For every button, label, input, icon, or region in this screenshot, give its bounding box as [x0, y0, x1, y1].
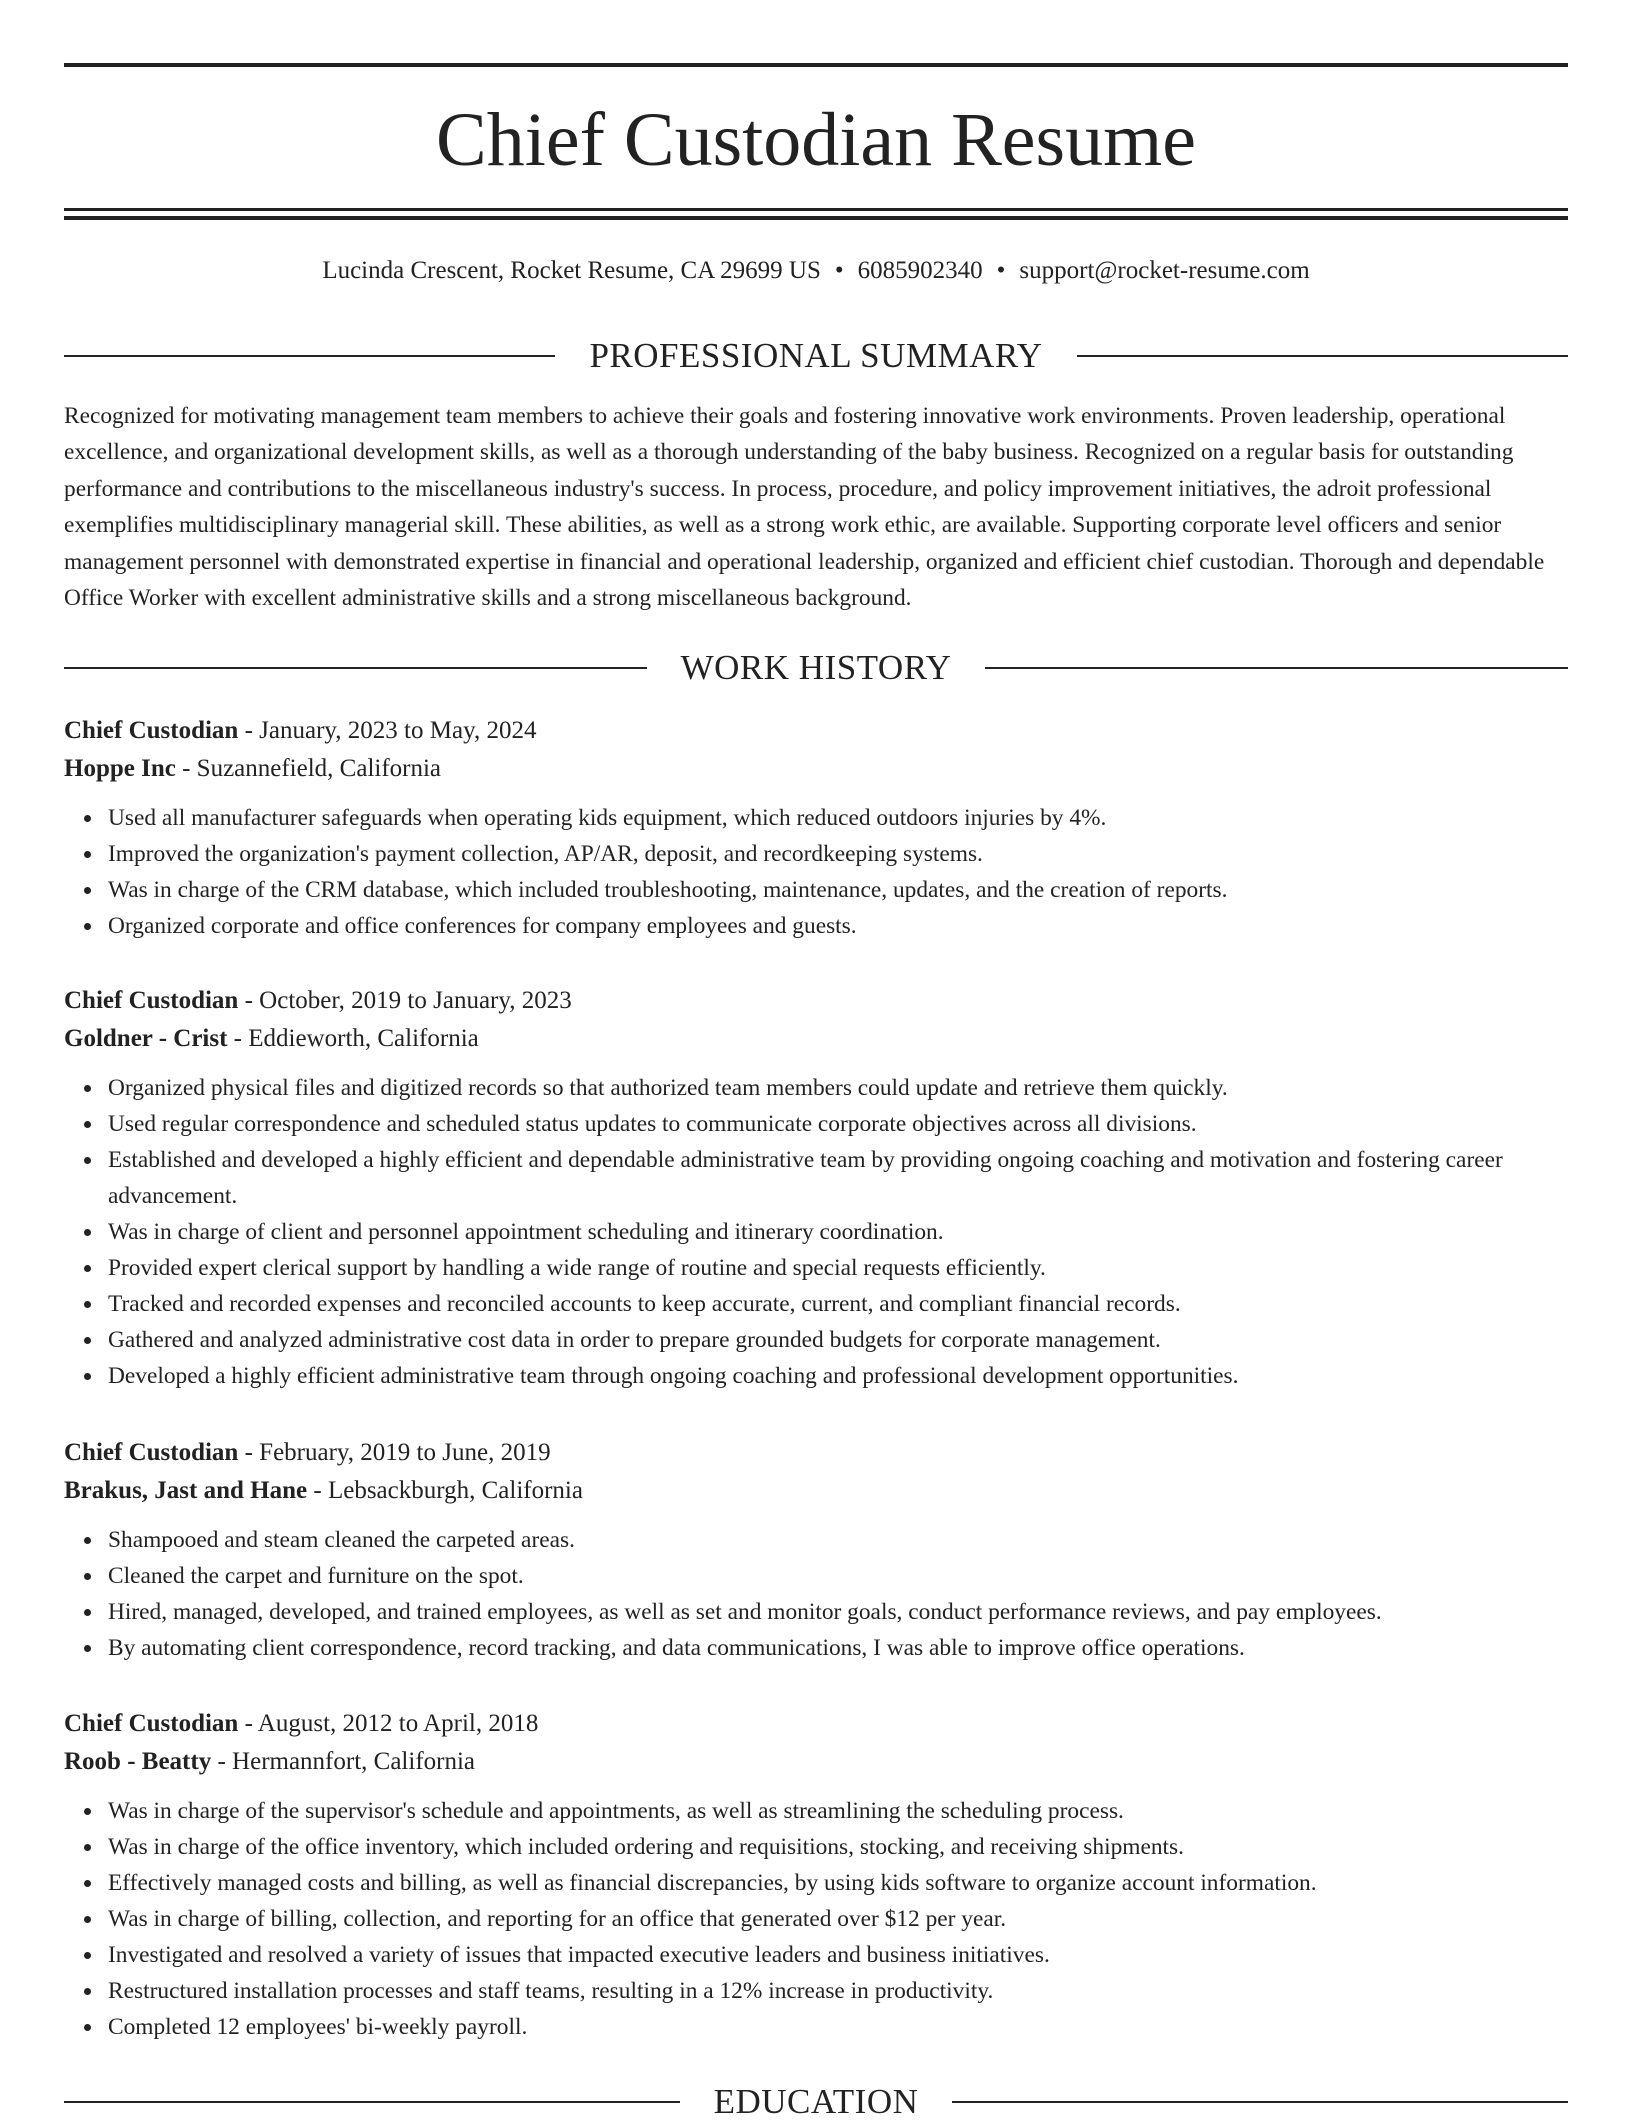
job-bullet: Developed a highly efficient administrative team through ongoing coaching and professional development opportunities. — [108, 1358, 1568, 1394]
job-bullet: Improved the organization's payment collection, AP/AR, deposit, and recordkeeping systems. — [108, 836, 1568, 872]
contact-phone[interactable]: 6085902340 — [857, 257, 983, 284]
job-bullet: Completed 12 employees' bi-weekly payroll. — [108, 2009, 1568, 2045]
contact-separator: • — [996, 257, 1006, 284]
job-title: Chief Custodian — [64, 987, 239, 1014]
job-bullet: By automating client correspondence, record tracking, and data communications, I was able to improve office operations. — [108, 1630, 1568, 1666]
job-company-line — [64, 1020, 1568, 1058]
job-bullet: Restructured installation processes and staff teams, resulting in a 12% increase in productivity. — [108, 1973, 1568, 2009]
job-company: Goldner - Crist — [64, 1025, 228, 1052]
education-heading-label: EDUCATION — [713, 2082, 919, 2121]
job-location: - Hermannfort, California — [211, 1748, 476, 1775]
job-bullet: Used regular correspondence and scheduled status updates to communicate corporate objectives across all divisions. — [108, 1106, 1568, 1142]
heading-rule-right — [985, 667, 1568, 669]
contact-line — [64, 252, 1568, 290]
job-bullets — [64, 1070, 1568, 1394]
job-company-line — [64, 750, 1568, 788]
job-title-line — [64, 712, 1568, 750]
job-company: Roob - Beatty — [64, 1748, 212, 1775]
job-bullets — [64, 800, 1568, 944]
job-entry — [64, 712, 1568, 944]
heading-rule-left — [64, 667, 647, 669]
contact-email[interactable]: support@rocket-resume.com — [1019, 257, 1310, 284]
job-location: - Eddieworth, California — [227, 1025, 479, 1052]
job-bullet: Was in charge of the office inventory, which included ordering and requisitions, stocking, and receiving shipments. — [108, 1829, 1568, 1865]
summary-heading — [64, 336, 1568, 376]
job-company: Brakus, Jast and Hane — [64, 1477, 308, 1504]
job-dates: - January, 2023 to May, 2024 — [238, 717, 537, 744]
job-dates: - February, 2019 to June, 2019 — [238, 1439, 551, 1466]
job-entry — [64, 1705, 1568, 2045]
heading-rule-right — [952, 2101, 1568, 2103]
heading-rule-left — [64, 2101, 680, 2103]
education-heading — [64, 2082, 1568, 2122]
contact-address: Lucinda Crescent, Rocket Resume, CA 29699 US — [322, 257, 821, 284]
top-rule — [64, 63, 1568, 67]
job-location: - Suzannefield, California — [175, 755, 442, 782]
job-company: Hoppe Inc — [64, 755, 176, 782]
work-history-heading — [64, 648, 1568, 688]
job-dates: - August, 2012 to April, 2018 — [238, 1710, 539, 1737]
job-bullet: Organized physical files and digitized records so that authorized team members could update and retrieve them quickly. — [108, 1070, 1568, 1106]
job-title-line — [64, 982, 1568, 1020]
job-bullet: Effectively managed costs and billing, as well as financial discrepancies, by using kids software to organize account information. — [108, 1865, 1568, 1901]
heading-rule-right — [1077, 355, 1568, 357]
job-bullet: Gathered and analyzed administrative cost data in order to prepare grounded budgets for corporate management. — [108, 1322, 1568, 1358]
job-entry — [64, 982, 1568, 1394]
job-bullets — [64, 1522, 1568, 1666]
summary-heading-label: PROFESSIONAL SUMMARY — [589, 336, 1043, 375]
job-bullets — [64, 1793, 1568, 2045]
job-bullet: Tracked and recorded expenses and reconciled accounts to keep accurate, current, and compliant financial records. — [108, 1286, 1568, 1322]
job-bullet: Provided expert clerical support by handling a wide range of routine and special requests efficiently. — [108, 1250, 1568, 1286]
job-entry — [64, 1434, 1568, 1666]
job-company-line — [64, 1743, 1568, 1781]
job-bullet: Was in charge of client and personnel appointment scheduling and itinerary coordination. — [108, 1214, 1568, 1250]
job-bullet: Was in charge of the CRM database, which included troubleshooting, maintenance, updates, and the creation of reports. — [108, 872, 1568, 908]
job-bullet: Was in charge of billing, collection, and reporting for an office that generated over $12 per year. — [108, 1901, 1568, 1937]
summary-text: Recognized for motivating management team members to achieve their goals and fostering innovative work environments. Proven leadership, operational excellence, and organizational development skills, as well as a thorough understanding of the baby business. Recognized on a regular basis for outstanding performance and contributions to the miscellaneous industry's success. In process, procedure, and policy improvement initiatives, the adroit professional exemplifies multidisciplinary managerial skill. These abilities, as well as a strong work ethic, are available. Supporting corporate level officers and senior management personnel with demonstrated expertise in financial and operational leadership, organized and efficient chief custodian. Thorough and dependable Office Worker with excellent administrative skills and a strong miscellaneous background. — [64, 403, 1545, 612]
job-bullet: Was in charge of the supervisor's schedule and appointments, as well as streamlining the scheduling process. — [108, 1793, 1568, 1829]
work-history-heading-label: WORK HISTORY — [680, 648, 952, 687]
job-title: Chief Custodian — [64, 1710, 239, 1737]
job-bullet: Cleaned the carpet and furniture on the spot. — [108, 1558, 1568, 1594]
job-bullet: Investigated and resolved a variety of issues that impacted executive leaders and business initiatives. — [108, 1937, 1568, 1973]
job-company-line — [64, 1472, 1568, 1510]
contact-separator: • — [834, 257, 844, 284]
job-title-line — [64, 1705, 1568, 1743]
job-location: - Lebsackburgh, California — [307, 1477, 583, 1504]
resume-title: Chief Custodian Resume — [436, 98, 1196, 182]
job-title-line — [64, 1434, 1568, 1472]
job-bullet: Organized corporate and office conferences for company employees and guests. — [108, 908, 1568, 944]
job-bullet: Established and developed a highly efficient and dependable administrative team by providing ongoing coaching and motivation and fostering career advancement. — [108, 1142, 1568, 1214]
job-bullet: Hired, managed, developed, and trained employees, as well as set and monitor goals, conduct performance reviews, and pay employees. — [108, 1594, 1568, 1630]
title-double-rule — [64, 208, 1568, 220]
job-title: Chief Custodian — [64, 717, 239, 744]
job-bullet: Used all manufacturer safeguards when operating kids equipment, which reduced outdoors injuries by 4%. — [108, 800, 1568, 836]
job-bullet: Shampooed and steam cleaned the carpeted areas. — [108, 1522, 1568, 1558]
job-dates: - October, 2019 to January, 2023 — [238, 987, 572, 1014]
heading-rule-left — [64, 355, 555, 357]
job-title: Chief Custodian — [64, 1439, 239, 1466]
